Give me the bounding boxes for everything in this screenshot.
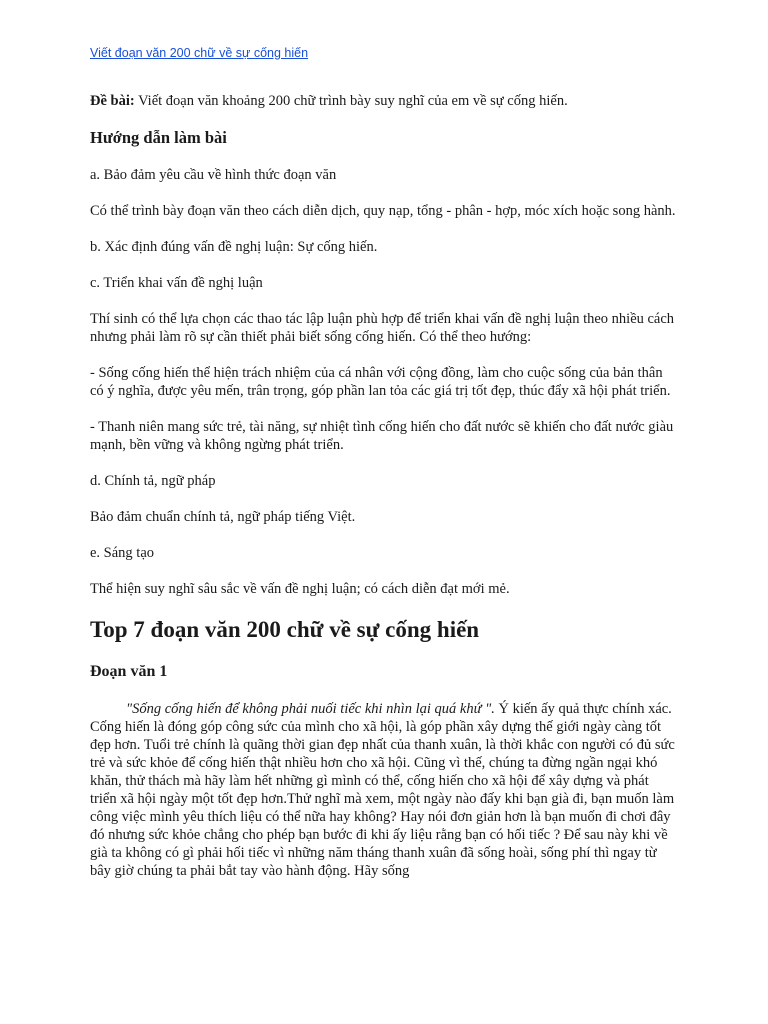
guide-item-a: a. Bảo đảm yêu cầu về hình thức đoạn văn: [90, 167, 337, 183]
section-title: Top 7 đoạn văn 200 chữ về sự cống hiến: [90, 617, 480, 642]
article-link[interactable]: Viết đoạn văn 200 chữ về sự cống hiến: [90, 46, 309, 60]
paragraph-1-text: Ý kiến ấy quả thực chính xác. Cống hiến là đóng góp công sức của mình cho xã hội, là góp phần xây dựng thế giới ngày càng tốt đẹp hơn. Tuổi trẻ chính là quãng thời gian đẹp nhất của thanh xuân, là thời khắc con người có đủ sức trẻ và sức khỏe để cống hiến thật nhiều hơn cho xã hội. Cũng vì thế, chúng ta đừng ngần ngại khó khăn, thử thách mà hãy làm hết những gì mình có thể, cống hiến cho xã hội để xây dựng và phát triển xã hội ngày một tốt đẹp hơn.Thử nghĩ mà xem, một ngày nào đấy khi bạn già đi, bạn muốn làm công việc mình yêu thích liệu có thể nữa hay không? Hay nói đơn giản hơn là bạn muốn đi chơi đây đó nhưng sức khỏe chẳng cho phép bạn bước đi khi ấy liệu rằng bạn có hối tiếc ? Để sau này khi về già ta không có gì phải hối tiếc vì những năm tháng thanh xuân đã sống hoài, sống phí thì ngay từ bây giờ chúng ta phải bắt tay vào hành động. Hãy sống: [90, 701, 675, 879]
guide-item-c-point-1: - Sống cống hiến thể hiện trách nhiệm của cá nhân với cộng đồng, làm cho cuộc sống của bản thân có ý nghĩa, được yêu mến, trân trọng, góp phần lan tỏa các giá trị tốt đẹp, thúc đẩy xã hội phát triển.: [90, 365, 671, 399]
paragraph-1-quote: "Sống cống hiến để không phải nuối tiếc khi nhìn lại quá khứ ".: [126, 701, 495, 717]
prompt-paragraph: [90, 92, 678, 110]
guide-item-c-point-2: - Thanh niên mang sức trẻ, tài năng, sự nhiệt tình cống hiến cho đất nước sẽ khiến cho đất nước giàu mạnh, bền vững và không ngừng phát triển.: [90, 419, 674, 453]
guide-item-b: b. Xác định đúng vấn đề nghị luận: Sự cống hiến.: [90, 239, 378, 255]
guide-item-e: e. Sáng tạo: [90, 545, 155, 561]
paragraph-1-title: Đoạn văn 1: [90, 663, 168, 680]
prompt-text: Viết đoạn văn khoảng 200 chữ trình bày suy nghĩ của em về sự cống hiến.: [134, 93, 568, 109]
guide-item-d: d. Chính tả, ngữ pháp: [90, 473, 216, 489]
prompt-label: Đề bài:: [90, 93, 135, 109]
paragraph-1-body: [90, 700, 678, 880]
guide-heading: Hướng dẫn làm bài: [90, 128, 227, 147]
guide-item-c: c. Triển khai vấn đề nghị luận: [90, 275, 263, 291]
guide-item-c-detail: Thí sinh có thể lựa chọn các thao tác lập luận phù hợp để triển khai vấn đề nghị luận theo nhiều cách nhưng phải làm rõ sự cần thiết phải biết sống cống hiến. Có thể theo hướng:: [90, 311, 675, 345]
guide-item-d-detail: Bảo đảm chuẩn chính tả, ngữ pháp tiếng Việt.: [90, 509, 356, 525]
document-page: [90, 44, 678, 880]
guide-item-a-detail: Có thể trình bày đoạn văn theo cách diễn dịch, quy nạp, tổng - phân - hợp, móc xích hoặc song hành.: [90, 203, 676, 219]
guide-item-e-detail: Thể hiện suy nghĩ sâu sắc về vấn đề nghị luận; có cách diễn đạt mới mẻ.: [90, 581, 510, 597]
